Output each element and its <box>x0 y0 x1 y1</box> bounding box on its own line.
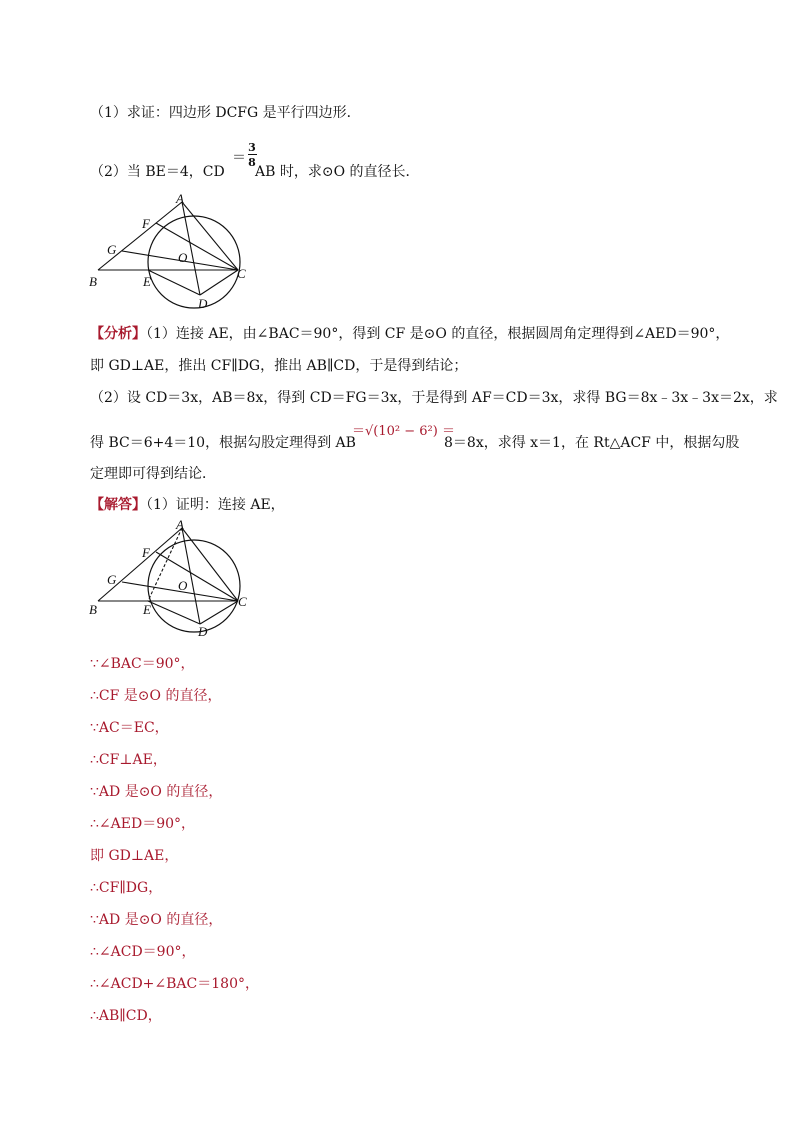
question-part-2 <box>90 163 225 181</box>
fraction-denominator: 8 <box>248 156 256 169</box>
segment-ad <box>182 528 200 624</box>
analysis-line-1 <box>90 325 729 343</box>
label-a: A <box>176 520 184 532</box>
part2-prefix: （2）当 BE＝4，CD <box>90 164 225 180</box>
fraction-numerator: 3 <box>248 141 256 154</box>
label-f: F <box>142 216 150 231</box>
label-e: E <box>143 602 151 617</box>
label-g: G <box>107 572 117 587</box>
solution-tag: 【解答】 <box>90 497 146 513</box>
solution-step-7: 即 GD⊥AE， <box>90 848 179 864</box>
label-a: A <box>176 192 184 206</box>
fraction-bar <box>248 154 257 155</box>
segment-ed <box>148 270 200 295</box>
solution-step-10: ∴∠ACD＝90°， <box>90 944 196 960</box>
label-o: O <box>178 578 188 593</box>
analysis-line-2: 即 GD⊥AE，推出 CF∥DG，推出 AB∥CD，于是得到结论； <box>90 358 468 374</box>
analysis-text-1: （1）连接 AE，由∠BAC＝90°，得到 CF 是⊙O 的直径，根据圆周角定理得到∠AED＝90°， <box>146 326 730 342</box>
analysis-sqrt-expression: ＝√(10² − 6²) ＝ <box>352 424 455 439</box>
label-g: G <box>107 242 117 257</box>
analysis-line-4-end: 8＝8x，求得 x＝1，在 Rt△ACF 中，根据勾股 <box>444 435 740 451</box>
label-b: B <box>89 274 97 289</box>
solution-intro-text: （1）证明：连接 AE， <box>146 497 285 513</box>
solution-step-8: ∴CF∥DG， <box>90 880 163 896</box>
label-d: D <box>198 624 208 639</box>
question-part-1: （1）求证：四边形 DCFG 是平行四边形． <box>90 105 361 121</box>
solution-step-5: ∵AD 是⊙O 的直径， <box>90 784 223 800</box>
analysis-line-3: （2）设 CD＝3x，AB＝8x，得到 CD＝FG＝3x，于是得到 AF＝CD＝3x，求得 BG＝8x﹣3x﹣3x＝2x，求 <box>90 390 778 406</box>
part2-suffix: AB 时，求⊙O 的直径长． <box>255 164 420 180</box>
geometry-figure-2 <box>86 520 256 640</box>
solution-step-12: ∴AB∥CD， <box>90 1008 162 1024</box>
segment-ac <box>182 528 238 601</box>
solution-step-4: ∴CF⊥AE， <box>90 752 167 768</box>
geometry-figure-1 <box>86 192 256 312</box>
segment-ba <box>98 202 182 270</box>
solution-step-9: ∵AD 是⊙O 的直径， <box>90 912 223 928</box>
label-f: F <box>142 545 150 560</box>
analysis-line-4: 得 BC＝6+4＝10，根据勾股定理得到 AB <box>90 435 356 451</box>
label-c: C <box>238 594 247 609</box>
label-e: E <box>143 274 151 289</box>
part2-eq: ＝ <box>232 150 246 166</box>
solution-step-1: ∵∠BAC＝90°， <box>90 656 195 672</box>
label-d: D <box>198 296 208 311</box>
label-c: C <box>237 266 246 281</box>
label-b: B <box>89 602 97 617</box>
segment-ac <box>182 202 238 270</box>
analysis-line-5: 定理即可得到结论． <box>90 466 216 482</box>
solution-step-2: ∴CF 是⊙O 的直径， <box>90 688 222 704</box>
segment-dc <box>200 270 238 295</box>
solution-step-3: ∵AC＝EC， <box>90 720 169 736</box>
solution-step-11: ∴∠ACD+∠BAC＝180°， <box>90 976 259 992</box>
solution-step-6: ∴∠AED＝90°， <box>90 816 196 832</box>
solution-intro <box>90 496 285 514</box>
label-o: O <box>178 250 188 265</box>
analysis-tag: 【分析】 <box>90 326 146 342</box>
segment-fc <box>156 552 238 601</box>
